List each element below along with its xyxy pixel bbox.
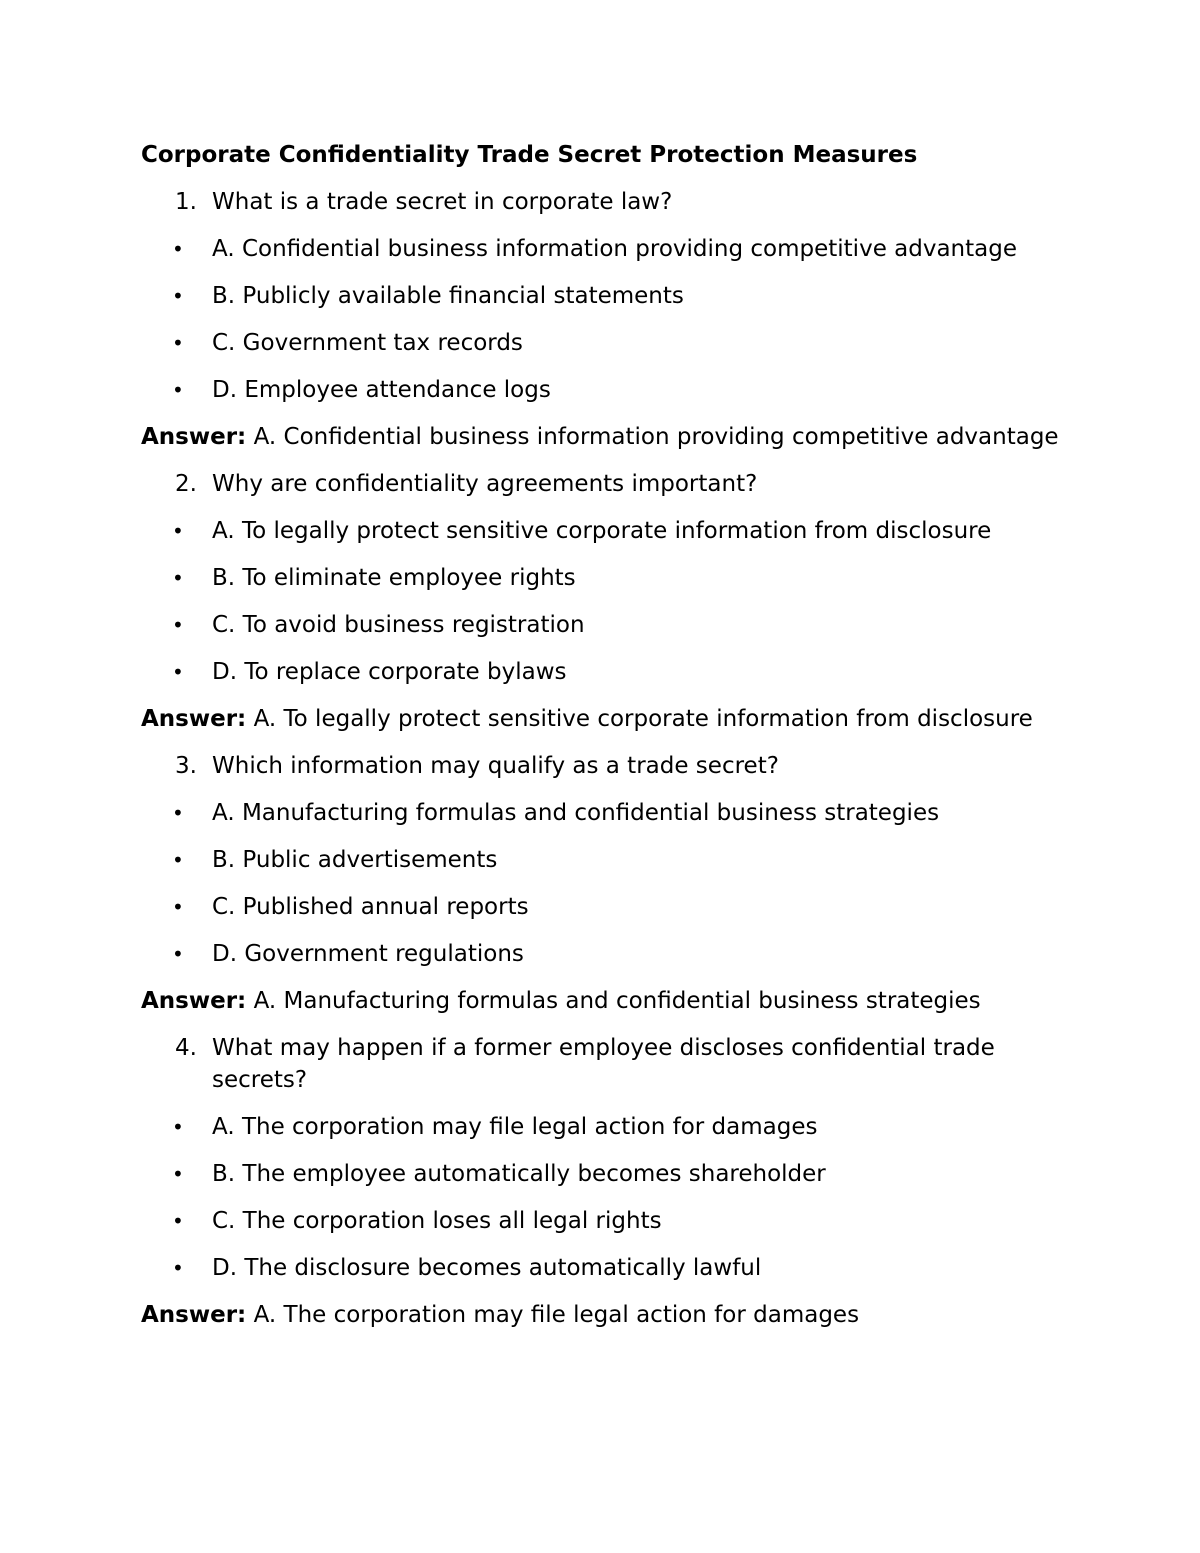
bullet-icon: • (172, 1115, 184, 1139)
answer-label: Answer: (141, 988, 247, 1014)
bullet-icon: • (172, 1209, 184, 1233)
option-item (141, 327, 1071, 359)
option-item (141, 233, 1071, 265)
answer-line (141, 985, 1071, 1017)
option-text: C. To avoid business registration (212, 612, 585, 638)
question-text: Which information may qualify as a trade secret? (212, 753, 779, 779)
answer-line (141, 703, 1071, 735)
answer-label: Answer: (141, 706, 247, 732)
option-text: A. Manufacturing formulas and confidential business strategies (212, 800, 940, 826)
option-text: A. To legally protect sensitive corporate information from disclosure (212, 518, 992, 544)
option-text: B. Publicly available financial statements (212, 283, 684, 309)
option-text: D. To replace corporate bylaws (212, 659, 567, 685)
question-number: 1. (175, 189, 197, 215)
option-text: C. Published annual reports (212, 894, 529, 920)
option-item (141, 562, 1071, 594)
question-list (141, 186, 1071, 1331)
bullet-icon: • (172, 331, 184, 355)
option-item (141, 1158, 1071, 1190)
option-item (141, 891, 1071, 923)
option-text: D. Government regulations (212, 941, 524, 967)
option-item (141, 1205, 1071, 1237)
option-text: A. Confidential business information providing competitive advantage (212, 236, 1017, 262)
answer-text: A. The corporation may file legal action for damages (253, 1302, 860, 1328)
option-item (141, 938, 1071, 970)
document-title: Corporate Confidentiality Trade Secret Protection Measures (141, 142, 918, 168)
document-page (141, 139, 1071, 1346)
bullet-icon: • (172, 237, 184, 261)
bullet-icon: • (172, 284, 184, 308)
answer-text: A. Confidential business information providing competitive advantage (253, 424, 1059, 450)
bullet-icon: • (172, 848, 184, 872)
question-text: What is a trade secret in corporate law? (212, 189, 673, 215)
question-text: Why are confidentiality agreements important? (212, 471, 758, 497)
question-number: 4. (175, 1035, 197, 1061)
option-item (141, 1111, 1071, 1143)
option-text: B. To eliminate employee rights (212, 565, 576, 591)
option-item (141, 280, 1071, 312)
bullet-icon: • (172, 566, 184, 590)
bullet-icon: • (172, 1162, 184, 1186)
answer-label: Answer: (141, 424, 247, 450)
option-text: B. The employee automatically becomes shareholder (212, 1161, 826, 1187)
bullet-icon: • (172, 613, 184, 637)
bullet-icon: • (172, 1256, 184, 1280)
option-item (141, 656, 1071, 688)
question-number: 2. (175, 471, 197, 497)
option-text: C. Government tax records (212, 330, 523, 356)
question-3 (141, 750, 1071, 782)
bullet-icon: • (172, 942, 184, 966)
answer-text: A. Manufacturing formulas and confidential business strategies (253, 988, 981, 1014)
bullet-icon: • (172, 519, 184, 543)
answer-line (141, 421, 1071, 453)
option-item (141, 797, 1071, 829)
option-item (141, 844, 1071, 876)
bullet-icon: • (172, 895, 184, 919)
option-text: D. The disclosure becomes automatically lawful (212, 1255, 762, 1281)
option-text: A. The corporation may file legal action for damages (212, 1114, 818, 1140)
option-text: D. Employee attendance logs (212, 377, 551, 403)
question-2 (141, 468, 1071, 500)
answer-line (141, 1299, 1071, 1331)
option-item (141, 609, 1071, 641)
option-item (141, 1252, 1071, 1284)
answer-label: Answer: (141, 1302, 247, 1328)
question-number: 3. (175, 753, 197, 779)
option-item (141, 374, 1071, 406)
bullet-icon: • (172, 660, 184, 684)
option-text: B. Public advertisements (212, 847, 498, 873)
question-text: What may happen if a former employee discloses confidential trade secrets? (212, 1035, 995, 1093)
bullet-icon: • (172, 801, 184, 825)
answer-text: A. To legally protect sensitive corporate information from disclosure (253, 706, 1033, 732)
option-text: C. The corporation loses all legal rights (212, 1208, 662, 1234)
option-item (141, 515, 1071, 547)
question-1 (141, 186, 1071, 218)
bullet-icon: • (172, 378, 184, 402)
question-4 (141, 1032, 1071, 1096)
